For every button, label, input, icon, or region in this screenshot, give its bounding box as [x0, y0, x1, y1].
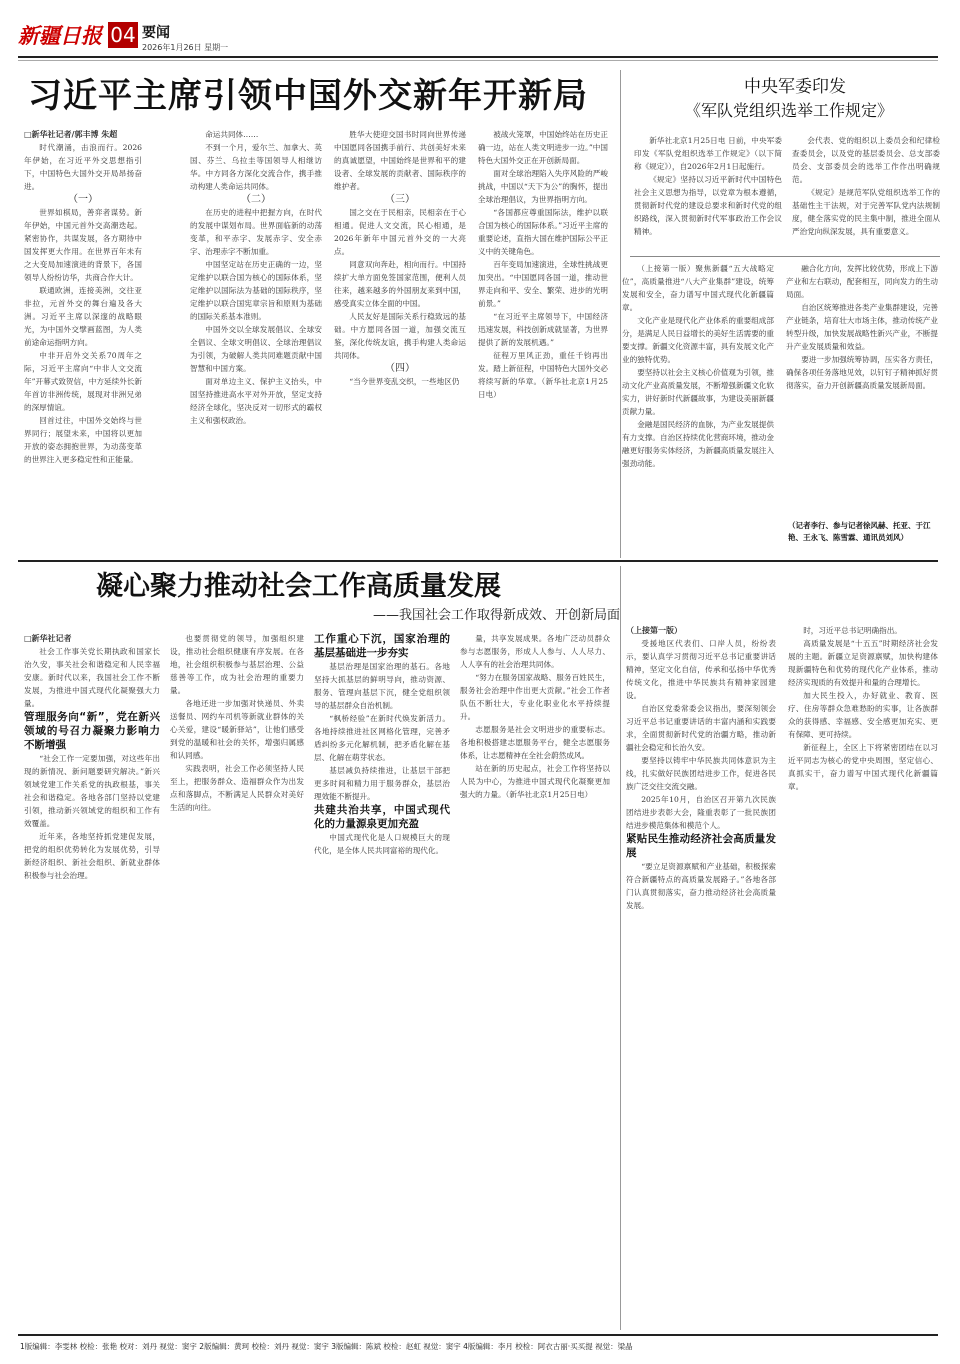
mid-para: 融合化方向，发挥比较优势，形成上下游产业和左右联动，配套相互，同向发力的生动局面。: [786, 264, 938, 299]
section-marker: （二）: [241, 194, 271, 205]
jwh-headline: 中央军委印发: [744, 77, 846, 97]
lead-para: 中国坚定站在历史正确的一边，坚定维护以联合国为核心的国际体系，坚定维护以国际法为基础的国际秩序，坚定维护以联合国宪章宗旨和原则为基础的国际关系基本准则。: [190, 260, 322, 321]
jwh-bottom-rule: [630, 256, 940, 257]
shehui-para: 站在新的历史起点，社会工作将坚持以人民为中心，为推进中国式现代化凝聚更加强大的力量。（新华社北京1月25日电）: [460, 764, 610, 799]
section-name: 要闻: [142, 25, 170, 41]
lead-para: 百年变局加速演进，全球性挑战更加突出。“中国愿同各国一道，推动世界走向和平、安全、繁荣、进步的光明前景。”: [478, 260, 608, 308]
br-para: “要立足资源禀赋和产业基础，积极探索符合新疆特点的高质量发展路子。”各地各部门认真贯彻落实，奋力推动经济社会高质量发展。: [626, 862, 776, 910]
shehui-headline: 凝心聚力推动社会工作高质量发展: [96, 571, 501, 602]
br-para: 高质量发展是“十五五”时期经济社会发展的主题。新疆立足资源禀赋，加快构建体现新疆特色和优势的现代化产业体系，推动经济实现质的有效提升和量的合理增长。: [788, 639, 938, 687]
shehui-para: 近年来，各地坚持抓党建促发展，把党的组织优势转化为发展优势，引导新经济组织、新社会组织、新就业群体积极参与社会治理。: [24, 832, 160, 880]
lead-col-2: [190, 128, 322, 450]
lead-para: “各国都应尊重国际法，维护以联合国为核心的国际体系。”习近平主席的重要论述，直指大国在维护国际公平正义中的关键角色。: [478, 208, 608, 256]
footer-rule: [18, 1334, 938, 1336]
shehui-para: “努力在服务国家战略、服务百姓民生，服务社会治理中作出更大贡献。”社会工作者队伍不断壮大，专业化职业化水平持续提升。: [460, 673, 610, 721]
br-para: 2025年10月，自治区召开第九次民族团结进步表彰大会，隆重表彰了一批民族团结进步模范集体和模范个人。: [626, 795, 776, 830]
shehui-subhead: ——我国社会工作取得新成效、开创新局面: [372, 608, 620, 623]
section-marker: （一）: [68, 194, 98, 205]
lead-para: 时代潮涌，击浪而行。2026年伊始，在习近平外交思想指引下，中国特色大国外交开局昂扬奋进。: [24, 143, 142, 191]
lead-para: 被战火笼罩，中国始终站在历史正确一边，站在人类文明进步一边。”中国特色大国外交正在开创新局面。: [478, 130, 608, 165]
lead-col-4: [478, 128, 608, 450]
lead-para: 回首过往，中国外交始终与世界同行；展望未来，中国将以更加开放的姿态拥抱世界，为动荡变革的世界注入更多稳定性和正能量。: [24, 416, 142, 464]
shehui-col-4: [460, 632, 610, 1328]
shehui-col-1: [24, 632, 160, 1328]
shehui-para: “社会工作一定要加强，对这些年出现的新情况、新问题要研究解决。”新兴领域党建工作关系党的执政根基，事关社会和谐稳定。各地各部门坚持以党建引领，推动新兴领域党的组织和工作有效覆盖。: [24, 754, 160, 828]
shehui-para: 基层减负持续推进，让基层干部把更多时间和精力用于服务群众，基层治理效能不断提升。: [314, 766, 450, 801]
page-number-badge: 04: [108, 22, 138, 48]
lead-para: 命运共同体……: [205, 130, 259, 139]
lead-para: 人民友好是国际关系行稳致远的基础。中方愿同各国一道，加强交流互鉴，深化传统友谊，携手构建人类命运共同体。: [334, 312, 466, 360]
shehui-subtitle: 工作重心下沉，国家治理的基层基础进一步夯实: [314, 633, 450, 659]
mid-para: 文化产业是现代化产业体系的重要组成部分，是满足人民日益增长的美好生活需要的重要支撑。新疆文化资源丰富，具有发展文化产业的独特优势。: [622, 316, 774, 364]
br-col-1: [626, 624, 776, 1328]
shehui-subtitle: 共建共治共享，中国式现代化的力量源泉更加充盈: [314, 804, 450, 830]
br-para: 要坚持以铸牢中华民族共同体意识为主线，扎实做好民族团结进步工作，促进各民族广泛交往交流交融。: [626, 756, 776, 791]
lead-col-3: [334, 128, 466, 450]
masthead-rule-thin: [18, 60, 938, 61]
jwh-para: 《规定》坚持以习近平新时代中国特色社会主义思想为指导，以党章为根本遵循，贯彻新时代党的建设总要求和新时代党的组织路线，深入贯彻新时代军事政治工作会议精神。: [634, 175, 782, 236]
mid-byline: （记者李行、参与记者徐风赫、托亚、于江艳、王永飞、陈雪霖、通讯员刘风）: [788, 521, 931, 542]
section-marker: （三）: [385, 194, 415, 205]
section-rule: [18, 560, 938, 562]
shehui-para: 也要贯彻党的领导，加强组织建设，推动社会组织健康有序发展。在各地，社会组织积极参与基层治理、公益慈善等工作，成为社会治理的重要力量。: [170, 634, 304, 695]
lead-para: 胜华大使迎交国书时同向世界传递中国愿同各国携手前行、共创美好未来的真诚愿望，中国始终是世界和平的建设者、全球发展的贡献者、国际秩序的维护者。: [334, 130, 466, 191]
lead-para: 国之交在于民相亲，民相亲在于心相通。促进人文交流，民心相通，是2026年新年中国元首外交的一大亮点。: [334, 208, 466, 256]
shehui-para: 中国式现代化是人口规模巨大的现代化，是全体人民共同富裕的现代化。: [314, 833, 450, 855]
br-para: 受援地区代表们、口岸人员，纷纷表示，要认真学习贯彻习近平总书记重要讲话精神，坚定文化自信，传承和弘扬中华优秀传统文化，推进中华民族共有精神家园建设。: [626, 639, 776, 700]
jwh-para: 新华社北京1月25日电 日前，中央军委印发《军队党组织选举工作规定》（以下简称《规定》），自2026年2月1日起施行。: [634, 136, 782, 171]
footer-credits: 1版编辑：李雯林 校检：张艳 校对：刘丹 视觉：窦宇 2版编辑：黄珂 校检：刘丹 视觉：窦宇 3版编辑：陈斌 校检：赵虹 视觉：窦宇 4版编辑：李月 校检：阿衣古丽·买买提 视觉：梁晶: [20, 1342, 633, 1351]
lead-col-1: [24, 128, 142, 464]
shehui-para: 量，共享发展成果。各地广泛动员群众参与志愿服务，形成人人参与、人人尽力、人人享有的社会治理共同体。: [460, 634, 610, 669]
br-para: 新征程上，全区上下将紧密团结在以习近平同志为核心的党中央周围，坚定信心、真抓实干，奋力谱写中国式现代化新疆篇章。: [788, 743, 938, 791]
lead-para: 面对单边主义、保护主义抬头，中国坚持推进高水平对外开放，坚定支持经济全球化，坚决反对一切形式的霸权主义和强权政治。: [190, 377, 322, 425]
mid-para: （上接第一版）聚焦新疆“五大战略定位”，高质量推进“八大产业集群”建设，统筹发展和安全，奋力谱写中国式现代化新疆篇章。: [622, 264, 774, 312]
jwh-col-1: [634, 134, 782, 252]
mid-para: 金融是国民经济的血脉，为产业发展提供有力支撑。自治区持续优化营商环境，推动金融更好服务实体经济，为新疆高质量发展注入强劲动能。: [622, 420, 774, 468]
shehui-para: 各地还进一步加强对快递员、外卖送餐员、网约车司机等新就业群体的关心关爱，建设“暖新驿站”，让他们感受到党的温暖和社会的关怀，增强归属感和认同感。: [170, 699, 304, 760]
jwh-para: 《规定》是规范军队党组织选举工作的基础性主干法规，对于完善军队党内法规制度，健全落实党的民主集中制，推进全面从严治党向纵深发展，具有重要意义。: [792, 188, 940, 236]
shehui-para: “枫桥经验”在新时代焕发新活力。各地持续推进社区网格化管理，完善矛盾纠纷多元化解机制，把矛盾化解在基层、化解在萌芽状态。: [314, 714, 450, 762]
masthead-logo: 新疆日报: [18, 23, 102, 48]
shehui-byline: □新华社记者: [24, 634, 72, 643]
br-para: 加大民生投入，办好就业、教育、医疗、住房等群众急难愁盼的实事，让各族群众的获得感、幸福感、安全感更加充实、更有保障、更可持续。: [788, 691, 938, 739]
lead-para: 征程万里风正劲，重任千钧再出发。踏上新征程，中国特色大国外交必将续写新的华章。（新华社北京1月25日电）: [478, 351, 608, 399]
column-divider: [620, 70, 621, 558]
mid-col-1: [622, 262, 774, 554]
lead-headline: 习近平主席引领中国外交新年开新局: [28, 76, 588, 116]
shehui-col-3: [314, 632, 450, 1328]
br-subtitle: 紧贴民生推动经济社会高质量发展: [626, 833, 776, 859]
lead-para: 联通欧洲，连接美洲，交往亚非拉，元首外交的舞台遍及各大洲。习近平主席以深邃的战略眼光，为中国外交擘画蓝图，为人类前途命运指明方向。: [24, 286, 142, 347]
mid-col-2: [786, 262, 938, 518]
jwh-para: 会代表、党的组织以上委员会和纪律检查委员会，以及党的基层委员会、总支部委员会、支部委员会的选举工作作出明确规范。: [792, 136, 940, 184]
lead-para: 中国外交以全球发展倡议、全球安全倡议、全球文明倡议、全球治理倡议为引领，为破解人类共同难题贡献中国智慧和中国方案。: [190, 325, 322, 373]
shehui-para: 志愿服务是社会文明进步的重要标志。各地积极搭建志愿服务平台，健全志愿服务体系，让志愿精神在全社会蔚然成风。: [460, 725, 610, 760]
jwh-headline-2: 《军队党组织选举工作规定》: [684, 101, 893, 120]
br-col-2: [788, 624, 938, 1328]
lead-para: “当今世界变乱交织，一些地区仍: [349, 377, 460, 386]
lead-para: 中非开启外交关系70周年之际，习近平主席向“中非人文交流年”开幕式致贺信，中方延续外长新年首访非洲传统，展现对非洲兄弟的深厚情谊。: [24, 351, 142, 412]
br-lead: （上接第一版）: [626, 626, 682, 635]
br-para: 自治区党委常委会议指出，要深刻领会习近平总书记重要讲话的丰富内涵和实践要求，全面贯彻新时代党的治疆方略，推动新疆社会稳定和长治久安。: [626, 704, 776, 752]
lead-para: 同意双向奔赴，相向而行。中国持续扩大单方面免签国家范围，便利人员往来，越来越多的外国朋友来到中国，感受真实立体全面的中国。: [334, 260, 466, 308]
lead-para: 世界如棋局，善弈者谋势。新年伊始，中国元首外交高潮迭起。紧密协作，共谋发展，各方期待中国发挥更大作用。在世界百年未有之大变局加速演进的背景下，各国领导人纷纷访华，共商合作大计。: [24, 208, 142, 282]
section-marker: （四）: [385, 363, 415, 374]
column-divider: [620, 566, 621, 1330]
mid-para: 要坚持以社会主义核心价值观为引领，推动文化产业高质量发展，不断增强新疆文化软实力，讲好新时代新疆故事，为建设美丽新疆贡献力量。: [622, 368, 774, 416]
lead-byline: □新华社记者/郭丰博 朱超: [24, 130, 118, 139]
lead-para: 不到一个月，爱尔兰、加拿大、英国、芬兰、乌拉圭等国领导人相继访华。中方同各方深化交流合作，携手推动构建人类命运共同体。: [190, 143, 322, 191]
shehui-para: 基层治理是国家治理的基石。各地坚持大抓基层的鲜明导向，推动资源、服务、管理向基层下沉，健全党组织领导的基层群众自治机制。: [314, 662, 450, 710]
lead-para: 在历史的进程中把握方向，在时代的发展中谋划布局。世界面临新的动荡变革，和平赤字、发展赤字、安全赤字、治理赤字不断加重。: [190, 208, 322, 256]
lead-para: “在习近平主席领导下，中国经济迅速发展，科技创新成就显著，为世界提供了新的发展机遇。”: [478, 312, 608, 347]
mid-para: 自治区统筹推进各类产业集群建设，完善产业链条，培育壮大市场主体，推动传统产业转型升级，加快发展战略性新兴产业，不断提升产业发展质量和效益。: [786, 303, 938, 351]
mid-para: 要进一步加强统筹协调，压实各方责任，确保各项任务落地见效，以钉钉子精神抓好贯彻落实，奋力开创新疆高质量发展新局面。: [786, 355, 938, 390]
masthead-rule: [18, 56, 938, 58]
shehui-para: 社会工作事关党长期执政和国家长治久安，事关社会和谐稳定和人民幸福安康。新时代以来，我国社会工作不断发展，为推进中国式现代化凝聚强大力量。: [24, 647, 160, 708]
shehui-subtitle: 管理服务向“新”，党在新兴领域的号召力凝聚力影响力不断增强: [24, 711, 160, 751]
shehui-para: 实践表明，社会工作必须坚持人民至上，把服务群众、造福群众作为出发点和落脚点，不断满足人民群众对美好生活的向往。: [170, 764, 304, 812]
shehui-col-2: [170, 632, 304, 1328]
lead-para: 面对全球治理陷入失序风险的严峻挑战，中国以“天下为公”的胸怀，提出全球治理倡议，为世界指明方向。: [478, 169, 608, 204]
issue-date: 2026年1月26日 星期一: [142, 43, 229, 52]
br-para: 时，习近平总书记明确指出。: [803, 626, 902, 635]
jwh-col-2: [792, 134, 940, 252]
